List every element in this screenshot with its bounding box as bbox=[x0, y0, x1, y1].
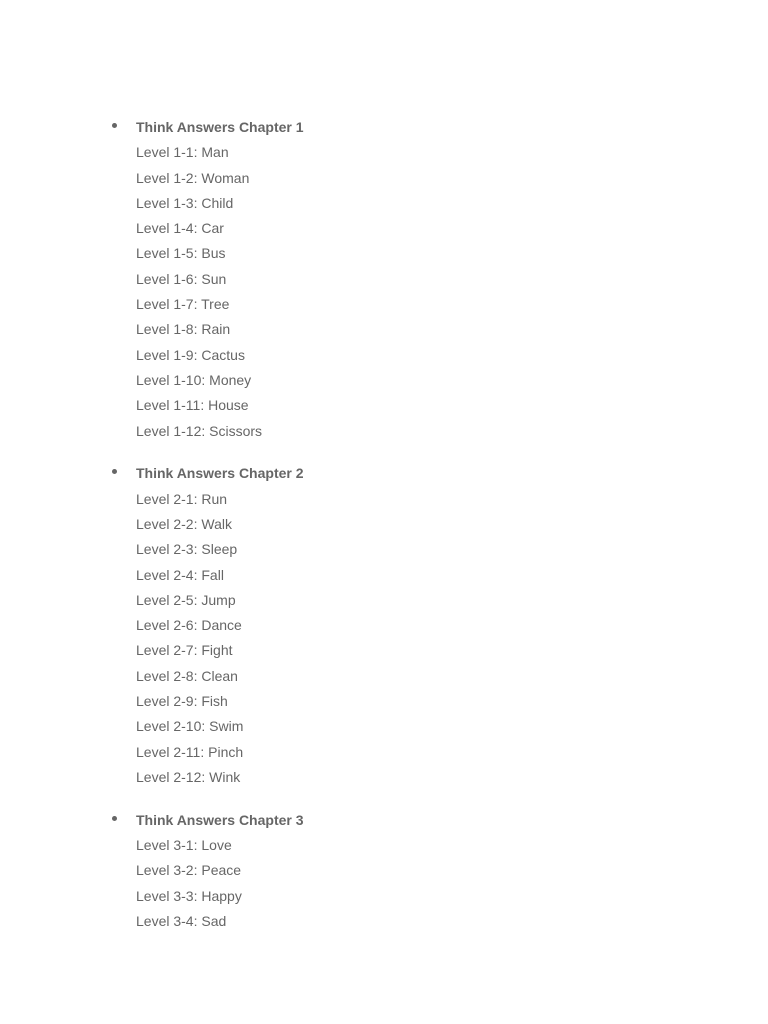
chapter-2-section bbox=[0, 461, 768, 790]
chapter-title: Think Answers Chapter 3 bbox=[136, 811, 304, 828]
bullet-icon bbox=[112, 469, 117, 474]
level-item: Level 1-3: Child bbox=[136, 194, 234, 211]
chapter-title: Think Answers Chapter 2 bbox=[136, 465, 304, 482]
level-item: Level 3-1: Love bbox=[136, 837, 232, 854]
level-item: Level 1-8: Rain bbox=[136, 321, 231, 338]
level-item: Level 2-6: Dance bbox=[136, 617, 242, 634]
level-item: Level 1-5: Bus bbox=[136, 245, 226, 262]
level-item: Level 2-5: Jump bbox=[136, 591, 236, 608]
level-item: Level 2-3: Sleep bbox=[136, 541, 238, 558]
level-item: Level 2-8: Clean bbox=[136, 667, 238, 684]
level-item: Level 1-9: Cactus bbox=[136, 346, 245, 363]
level-list bbox=[136, 140, 768, 444]
level-item: Level 2-11: Pinch bbox=[136, 743, 244, 760]
level-item: Level 3-4: Sad bbox=[136, 912, 227, 929]
level-item: Level 2-2: Walk bbox=[136, 515, 232, 532]
level-item: Level 1-4: Car bbox=[136, 220, 224, 237]
level-item: Level 2-4: Fall bbox=[136, 566, 224, 583]
level-item: Level 2-12: Wink bbox=[136, 768, 241, 785]
level-item: Level 2-1: Run bbox=[136, 490, 228, 507]
level-item: Level 1-6: Sun bbox=[136, 270, 227, 287]
level-item: Level 1-7: Tree bbox=[136, 296, 230, 313]
chapter-3-section bbox=[0, 808, 768, 934]
bullet-icon bbox=[112, 816, 117, 821]
level-list bbox=[136, 833, 768, 934]
level-list bbox=[136, 487, 768, 791]
level-item: Level 1-12: Scissors bbox=[136, 422, 263, 439]
level-item: Level 1-1: Man bbox=[136, 144, 229, 161]
level-item: Level 1-11: House bbox=[136, 397, 249, 414]
level-item: Level 3-3: Happy bbox=[136, 887, 242, 904]
bullet-icon bbox=[112, 123, 117, 128]
chapter-title: Think Answers Chapter 1 bbox=[136, 119, 304, 135]
document-page bbox=[0, 115, 768, 952]
level-item: Level 2-10: Swim bbox=[136, 718, 244, 735]
level-item: Level 1-10: Money bbox=[136, 371, 252, 388]
chapter-1-section bbox=[0, 115, 768, 444]
level-item: Level 2-7: Fight bbox=[136, 642, 233, 659]
level-item: Level 1-2: Woman bbox=[136, 169, 250, 186]
level-item: Level 2-9: Fish bbox=[136, 693, 228, 710]
level-item: Level 3-2: Peace bbox=[136, 862, 242, 879]
